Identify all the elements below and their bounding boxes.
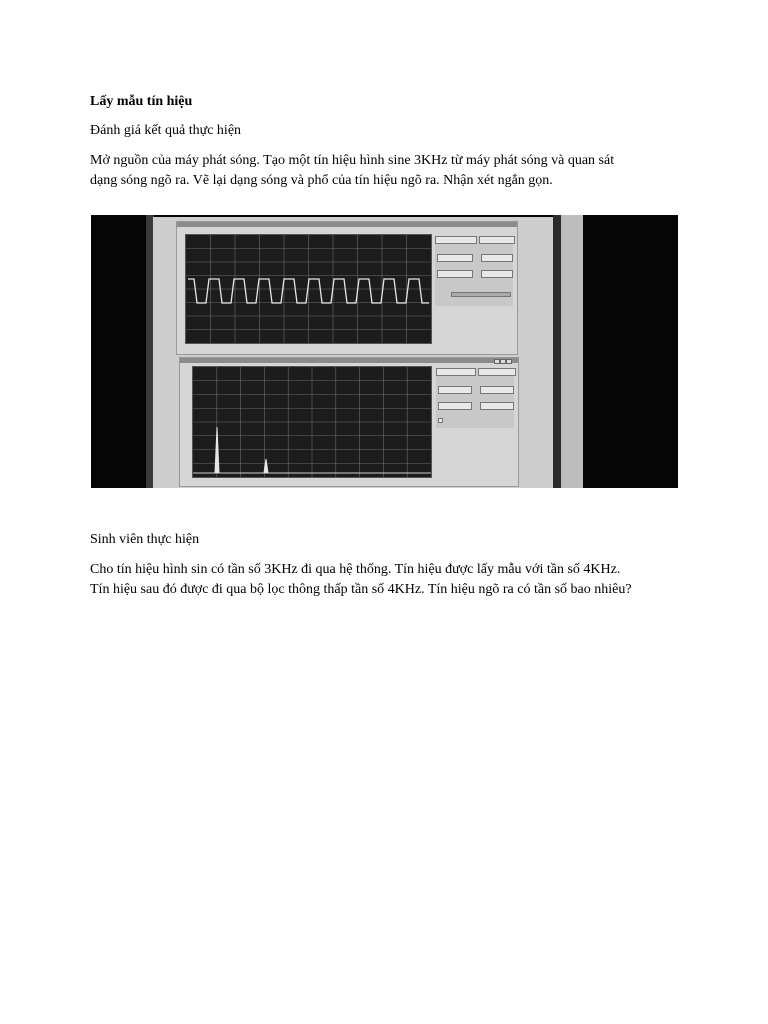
display-peak-checkbox[interactable] bbox=[438, 418, 443, 423]
spectrum-ch2-field-b[interactable] bbox=[480, 402, 514, 410]
question-line: Cho tín hiệu hình sin có tần số 3KHz đi qua hệ thống. Tín hiệu được lấy mẫu với tần số 4KHz. bbox=[90, 562, 621, 577]
question-paragraph bbox=[90, 560, 690, 600]
channel2-box bbox=[479, 236, 515, 244]
spectrum-peak-1 bbox=[215, 427, 219, 473]
monitor-bezel-right bbox=[553, 215, 561, 488]
background-object-right bbox=[561, 215, 583, 488]
instruction-line: dạng sóng ngõ ra. Vẽ lại dạng sóng và phổ của tín hiệu ngõ ra. Nhận xét ngắn gọn. bbox=[90, 173, 553, 188]
spectrum-svg bbox=[193, 367, 431, 477]
oscilloscope-svg bbox=[186, 235, 431, 343]
spectrum-controls bbox=[436, 368, 514, 428]
spectrum-channel2-box bbox=[478, 368, 516, 376]
close-icon[interactable] bbox=[506, 359, 512, 364]
ch2-timediv-field[interactable] bbox=[481, 254, 513, 262]
ch2-voltdiv-field[interactable] bbox=[481, 270, 513, 278]
instruction-line: Mở nguồn của máy phát sóng. Tạo một tín hiệu hình sine 3KHz từ máy phát sóng và quan sát bbox=[90, 153, 615, 168]
section-title-evaluation: Đánh giá kết quả thực hiện bbox=[90, 123, 242, 138]
trigger-slider[interactable] bbox=[451, 292, 511, 297]
ch1-timediv-field[interactable] bbox=[437, 254, 473, 262]
channel1-box bbox=[435, 236, 477, 244]
oscilloscope-window bbox=[176, 221, 518, 355]
section-title-student: Sinh viên thực hiện bbox=[90, 532, 200, 547]
spectrum-ch2-field-a[interactable] bbox=[480, 386, 514, 394]
spectrum-analyzer-window bbox=[179, 357, 519, 487]
oscilloscope-grid bbox=[186, 235, 431, 343]
lab-screen-photo bbox=[91, 215, 678, 488]
page-heading: Lấy mẫu tín hiệu bbox=[90, 94, 193, 109]
spectrum-grid bbox=[193, 367, 431, 477]
ch1-voltdiv-field[interactable] bbox=[437, 270, 473, 278]
oscilloscope-titlebar bbox=[177, 222, 517, 227]
spectrum-titlebar bbox=[180, 358, 518, 363]
spectrum-plot bbox=[192, 366, 432, 478]
spectrum-ch1-field-b[interactable] bbox=[438, 402, 472, 410]
background-dark-right bbox=[583, 215, 678, 488]
instruction-paragraph bbox=[90, 151, 690, 191]
spectrum-ch1-field-a[interactable] bbox=[438, 386, 472, 394]
question-line: Tín hiệu sau đó được đi qua bộ lọc thông thấp tần số 4KHz. Tín hiệu ngõ ra có tần số bao nhiêu? bbox=[90, 582, 632, 597]
oscilloscope-controls bbox=[435, 236, 513, 306]
spectrum-channel1-box bbox=[436, 368, 476, 376]
oscilloscope-plot bbox=[185, 234, 432, 344]
